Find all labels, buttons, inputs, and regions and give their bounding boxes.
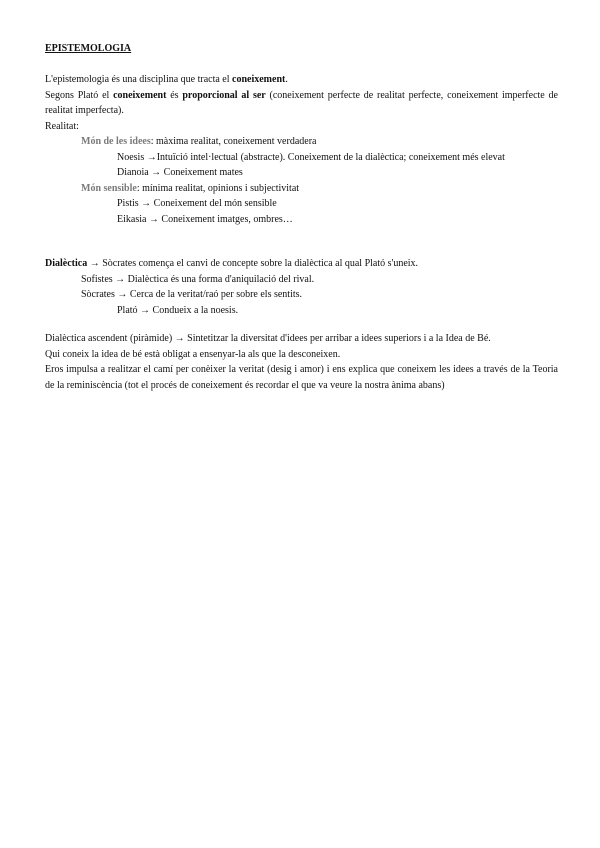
ascendent-line-3: Eros impulsa a realitzar el camí per conèixer la veritat (desig i amor) i ens explica que coneixem les idees a través de la Teoria de la reminiscència (tot el procés de coneixement és recordar el que va veure la nostra ànima abans) <box>45 364 558 391</box>
ascendent-section <box>45 331 558 393</box>
intro-punct: . <box>285 74 288 85</box>
plato-line: Plató → Condueix a la noesis. <box>117 304 239 316</box>
intro-text-2: Segons Plató el <box>45 89 114 101</box>
noesis-line: Noesis →Intuïció intel·lectual (abstracte). Coneixement de la dialèctica; coneixement més elevat <box>117 151 505 163</box>
eikasia-line: Eikasia → Coneixement imatges, ombres… <box>117 213 293 225</box>
pistis-line: Pistis → Coneixement del món sensible <box>117 198 277 209</box>
ascendent-line-1: Dialèctica ascendent (piràmide) → Sintetitzar la diversitat d'idees per arribar a idees superiors i a la Idea de Bé. <box>45 333 491 344</box>
intro-section <box>45 72 558 227</box>
intro-text-3: és <box>166 89 183 101</box>
mon-idees-label: Món de les idees <box>81 136 151 147</box>
intro-text-4: (coneixement perfecte de realitat perfecte, coneixement imperfecte de realitat imperfecta). <box>45 89 558 116</box>
dianoia-line: Dianoia → Coneixement mates <box>117 167 243 178</box>
dialectica-text: → Sòcrates comença el canvi de concepte sobre la dialèctica al qual Plató s'uneix. <box>87 258 419 269</box>
intro-keyword-2: coneixement <box>113 89 167 101</box>
socrates-line: Sòcrates → Cerca de la veritat/raó per sobre els sentits. <box>81 289 303 300</box>
mon-sensible-line <box>45 181 558 197</box>
intro-line-2 <box>45 88 558 119</box>
intro-keyword-3: proporcional al ser <box>182 89 266 101</box>
mon-sensible-text: : mínima realitat, opinions i subjectivitat <box>136 182 300 194</box>
dialectica-section <box>45 256 558 318</box>
sofistes-line: Sofistes → Dialèctica és una forma d'aniquilació del rival. <box>81 273 315 285</box>
dialectica-line <box>45 256 558 272</box>
mon-idees-text: : màxima realitat, coneixement verdadera <box>150 136 317 147</box>
page-title: EPISTEMOLOGIA <box>45 43 132 54</box>
realitat-label: Realitat: <box>45 120 79 132</box>
dialectica-label: Dialèctica <box>45 258 88 269</box>
intro-keyword: coneixement <box>232 74 286 85</box>
mon-sensible-label: Món sensible <box>81 182 137 194</box>
intro-line-1 <box>45 72 558 88</box>
mon-idees-line <box>45 134 558 150</box>
intro-text: L'epistemologia és una disciplina que tracta el <box>45 74 233 85</box>
ascendent-line-2: Qui coneix la idea de bé està obligat a ensenyar-la als que la desconeixen. <box>45 348 341 360</box>
